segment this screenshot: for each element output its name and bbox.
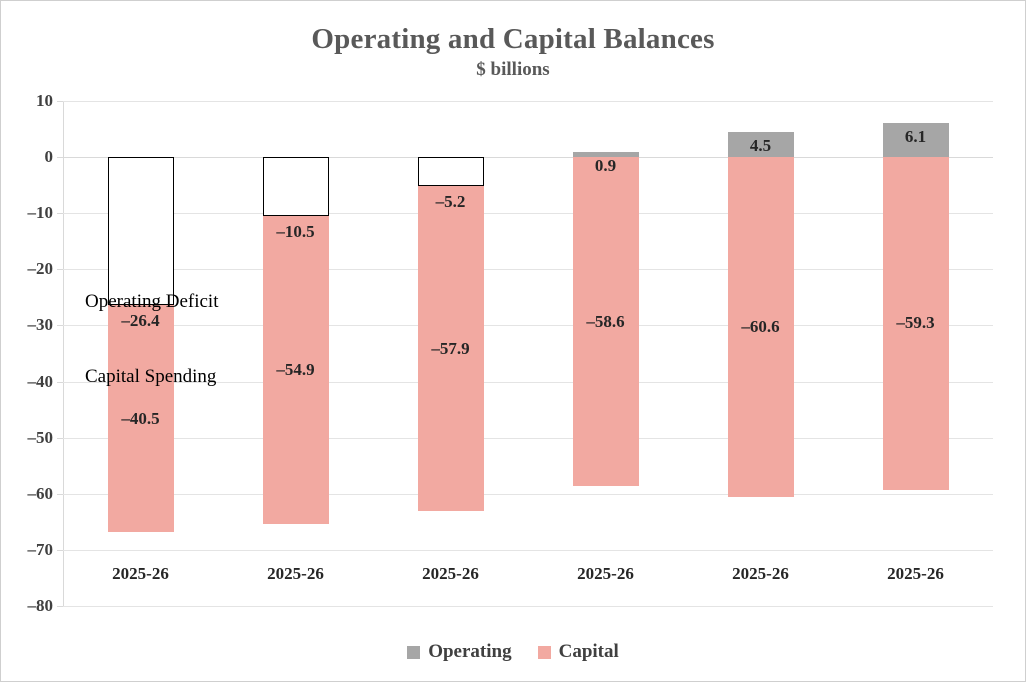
bar-label-capital: –59.3	[896, 313, 935, 333]
x-axis-category-label: 2025-26	[577, 563, 634, 583]
y-axis-tick-label: –20	[27, 259, 53, 279]
legend-label-operating: Operating	[428, 641, 512, 662]
bar-operating[interactable]	[263, 157, 329, 216]
y-axis-tick-label: –50	[27, 427, 53, 447]
y-axis-tick-label: –70	[27, 539, 53, 559]
y-axis-tick-label: 10	[36, 91, 53, 110]
bar-label-capital: –54.9	[276, 360, 315, 380]
x-axis-category-label: 2025-26	[422, 563, 479, 583]
y-axis-tick-mark	[57, 606, 63, 607]
x-axis-category-label: 2025-26	[732, 563, 789, 583]
legend-label-capital: Capital	[558, 641, 619, 662]
x-axis-category-label: 2025-26	[112, 563, 169, 583]
y-axis-tick-label: –10	[27, 203, 53, 223]
chart-title: Operating and Capital Balances	[311, 23, 715, 55]
bar-operating[interactable]	[108, 157, 174, 305]
plot-area	[27, 91, 993, 615]
bar-label-operating: 6.1	[904, 126, 927, 146]
legend-item-operating[interactable]	[407, 641, 511, 663]
legend-item-capital[interactable]	[538, 641, 619, 663]
bar-label-operating: 4.5	[749, 135, 772, 155]
bar-label-capital: –58.6	[586, 311, 625, 331]
bar-group	[528, 101, 683, 606]
annotation-operating-deficit: Operating Deficit	[85, 290, 219, 312]
y-axis-tick-label: –30	[27, 315, 53, 335]
y-axis-tick-label: 0	[44, 147, 53, 167]
y-axis-tick-label: –40	[27, 371, 53, 391]
bar-group	[683, 101, 838, 606]
annotation-capital-spending: Capital Spending	[85, 365, 217, 387]
bar-operating[interactable]	[418, 157, 484, 186]
bar-label-operating: –5.2	[435, 192, 466, 212]
chart-legend	[1, 641, 1025, 663]
bar-group	[373, 101, 528, 606]
bar-label-operating: 0.9	[594, 156, 617, 176]
bar-label-capital: –57.9	[431, 338, 470, 358]
bar-group	[218, 101, 373, 606]
bar-group	[63, 101, 218, 606]
y-axis-tick-label: –60	[27, 483, 53, 503]
y-axis-tick-label: –80	[27, 596, 53, 615]
x-axis-category-label: 2025-26	[887, 563, 944, 583]
chart-subtitle: $ billions	[476, 59, 550, 80]
bar-label-capital: –60.6	[741, 317, 780, 337]
bar-label-operating: –26.4	[121, 311, 160, 331]
gridline	[63, 606, 993, 607]
bar-label-operating: –10.5	[276, 222, 315, 242]
bar-group	[838, 101, 993, 606]
legend-swatch-operating	[407, 646, 420, 659]
x-axis-category-label: 2025-26	[267, 563, 324, 583]
legend-swatch-capital	[538, 646, 551, 659]
bar-label-capital: –40.5	[121, 408, 160, 428]
